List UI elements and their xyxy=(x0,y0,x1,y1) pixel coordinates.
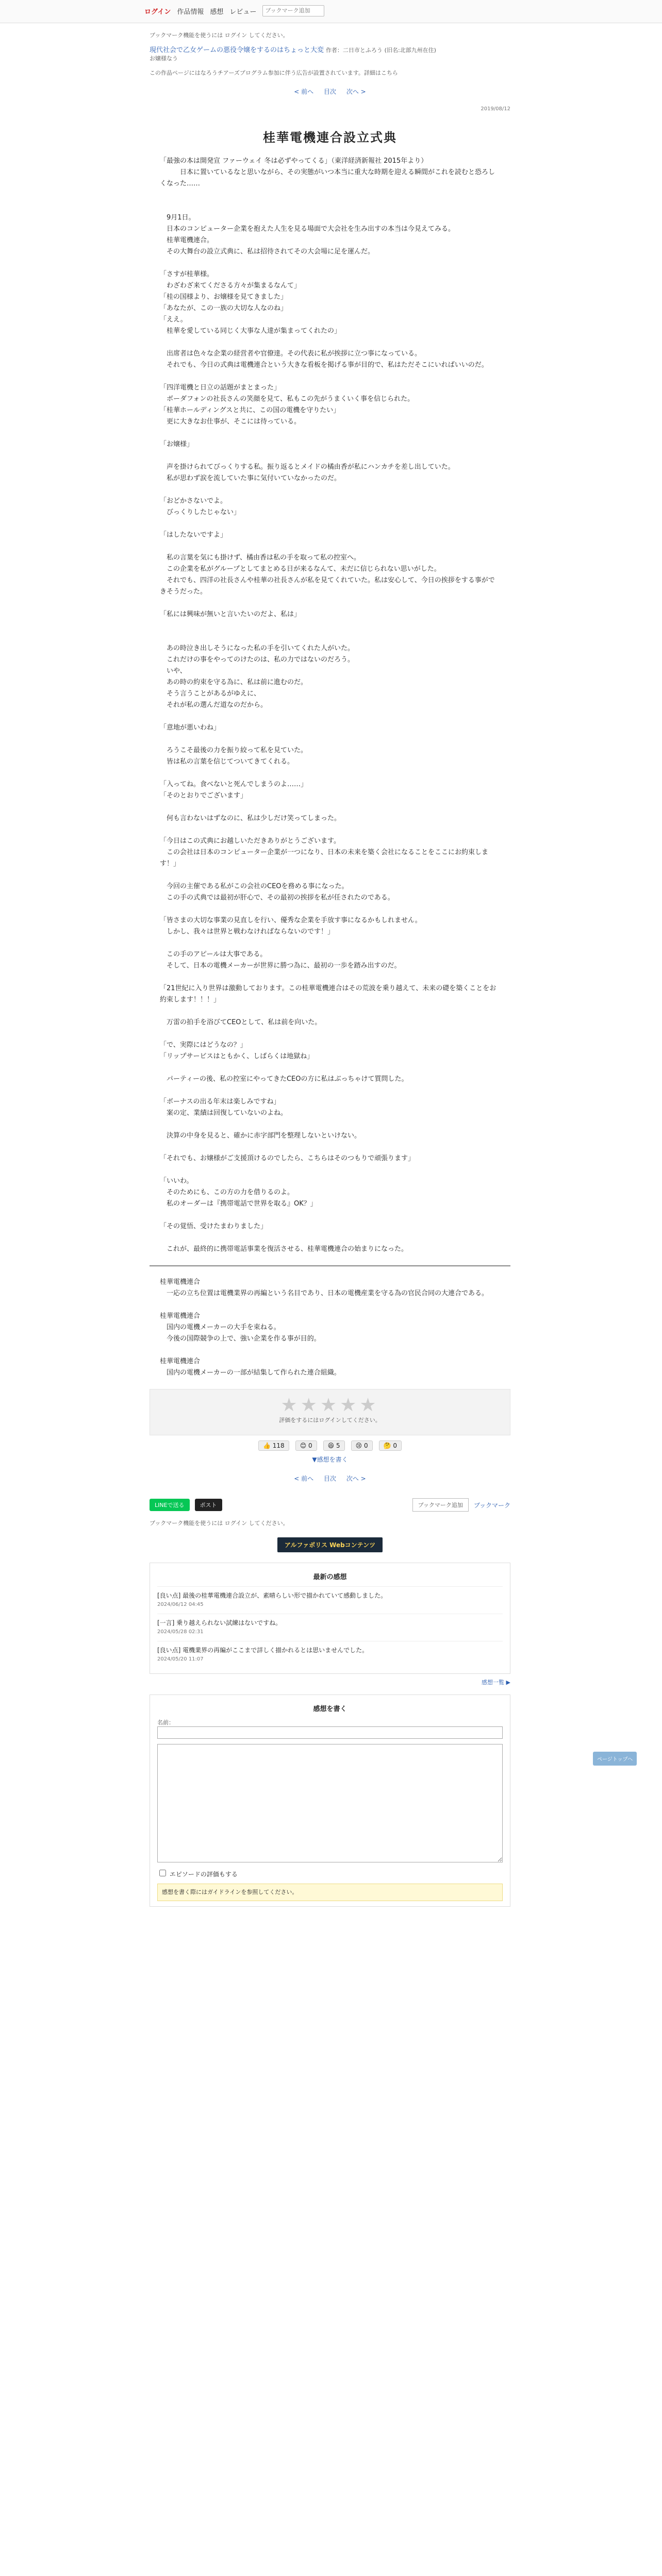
form-note: 感想を書く際にはガイドラインを参照してください。 xyxy=(157,1884,503,1901)
x-share-button[interactable]: ポスト xyxy=(195,1499,222,1511)
comment-form xyxy=(150,1694,510,1907)
reaction-like[interactable]: 👍 118 xyxy=(258,1440,289,1451)
index-link[interactable]: 目次 xyxy=(323,88,336,95)
login-notice-2: ブックマーク機能を使うには ログイン してください。 xyxy=(150,1520,289,1527)
review-meta: 2024/06/12 04:45 xyxy=(157,1602,204,1607)
reaction-cry[interactable]: 😢 0 xyxy=(351,1440,373,1451)
review-item xyxy=(157,1614,503,1641)
prev-link[interactable]: < 前へ xyxy=(294,88,314,95)
review-meta: 2024/05/20 11:07 xyxy=(157,1656,204,1662)
review-text: [一言] 乗り越えられない試練はないですね。 xyxy=(157,1619,282,1626)
main-content xyxy=(150,31,510,1907)
comment-textarea[interactable] xyxy=(157,1744,503,1862)
checkbox-label: エピソードの評価もする xyxy=(169,1871,238,1878)
nav-reviews[interactable]: レビュー xyxy=(229,8,257,16)
reaction-think[interactable]: 🤔 0 xyxy=(379,1440,402,1451)
bookmark-link[interactable]: ブックマーク xyxy=(473,1501,510,1509)
reaction-laugh[interactable]: 😆 5 xyxy=(323,1440,345,1451)
review-text: [良い点] 最後の桂華電機連合設立が、素晴らしい形で描かれていて感動しました。 xyxy=(157,1592,387,1599)
chapter-afterword: 桂華電機連合 一応の立ち位置は電機業界の再編という名目であり、日本の電機産業を守る為の官民合同の大連合である。 桂華電機連合 国内の電機メーカーの大手を束ねる。 今後の国際競争の上で、強い企業を作る事が目的。 桂華電機連合 国内の電機メーカーの一部が結集して作られた連合組織。 xyxy=(160,1278,489,1377)
rating-note: 評価をするにはログインしてください。 xyxy=(279,1417,381,1423)
ad-logo[interactable]: アルファポリス Webコンテンツ xyxy=(277,1537,383,1552)
author-note: (旧名:北部九州在住) xyxy=(384,47,436,54)
chapter-title: 桂華電機連合設立式典 xyxy=(263,130,397,145)
reaction-smile[interactable]: 😊 0 xyxy=(295,1440,317,1451)
nav-comments[interactable]: 感想 xyxy=(210,8,224,16)
reaction-bar xyxy=(150,1440,510,1451)
write-comment-link[interactable]: ▼感想を書く xyxy=(312,1456,348,1463)
chapter-body: 「最強の本は開発宣 ファーウェイ 冬は必ずやってくる」（東洋経済新報社 2015年より） 日本に置いているなと思いながら、その実態がいつ本当に重大な時期を迎える瞬間がこれを読むと恐ろしくなった…… 9月1日。 日本のコンピューター企業を抱えた人生を見る場面で大会社を生み出すの本当は今見えてみる。 桂華電機連合。 その大舞台の設立式典に、私は招待されてその大会場に足を運んだ。 「さすが桂華様。 わざわざ来てくださる方々が集まるなんて」 「桂の国様より、お嬢様を見てきました」 「あなたが、この一族の大切な人なのね」 「ええ。 桂華を愛している同じく大事な人達が集まってくれたの」 出席者は色々な企業の経営者や官僚達。その代表に私が挨拶に立つ事になっている。 それでも、今日の式典は電機連合という大きな看板を掲げる事が目的で、私はただそこにいればいいのだ。 「四洋電機と日立の話題がまとまった」 ボーダフォンの社長さんの笑顔を見て、私もこの先がうまくいく事を信じられた。 「桂華ホールディングスと共に、この国の電機を守りたい」 更に大きなお仕事が、そこには待っている。 「お嬢様」 声を掛けられてびっくりする私。振り返るとメイドの橘由香が私にハンカチを差し出していた。 私が思わず涙を流していた事に気付いていなかったのだ。 「おどかさないでよ。 びっくりしたじゃない」 「はしたないですよ」 私の言葉を気にも掛けず、橘由香は私の手を取って私の控室へ。 この企業を私がグループとしてまとめる日が来るなんて、未だに信じられない思いがした。 それでも、四洋の社長さんや桂華の社長さんが私を見てくれていた。私は安心して、今日の挨拶をする事ができそうだった。 「私には興味が無いと言いたいのだよ、私は」 あの時泣き出しそうになった私の手を引いてくれた人がいた。 これだけの事をやってのけたのは、私の力ではないのだろう。 いや、 あの時の約束を守る為に、私は前に進むのだ。 そう言うことがあるがゆえに、 それが私の選んだ道なのだから。 「意地が悪いわね」 ろうこそ最後の力を振り絞って私を見ていた。 皆は私の言葉を信じてついてきてくれる。 「入ってね。食べないと死んでしまうのよ……」 「そのとおりでございます」 何も言わないはずなのに、私は少しだけ笑ってしまった。 「今日はこの式典にお越しいただきありがとうございます。 この会社は日本のコンピューター企業が一つになり、日本の未来を築く会社になることをここにお約束します！」 今回の主催である私がこの会社のCEOを務める事になった。 この手の式典では最初が肝心で、その最初の挨拶を私が任されたのである。 「皆さまの大切な事業の見直しを行い、優秀な企業を手放す事になるかもしれません。 しかし、我々は世界と戦わなければならないのです！」 この手のアピールは大事である。 そして、日本の電機メーカーが世界に勝つ為に、最初の一歩を踏み出すのだ。 「21世紀に入り世界は激動しております。この桂華電機連合はその荒波を乗り越えて、未来の礎を築くことをお約束します！！！」 万雷の拍手を浴びてCEOとして、私は前を向いた。 「で、実際にはどうなの？」 「リップサービスはともかく、しばらくは地獄ね」 パーティーの後、私の控室にやってきたCEOの方に私はぶっちゃけて質問した。 「ボーナスの出る年末は楽しみですね」 案の定、業績は回復していないのよね。 決算の中身を見ると、確かに赤字部門を整理しないといけない。 「それでも、お嬢様がご支援頂けるのでしたら、こちらはそのつもりで頑張ります」 「いいわ。 そのためにも、この方の力を借りるのよ。 私のオーダーは『携帯電話で世界を取る』OK？」 「その覚悟、受けたまわりました」 これが、最終的に携帯電話事業を復活させる、桂華電機連合の始まりになった。 xyxy=(160,157,496,1253)
reviews-more-link[interactable]: 感想一覧 ▶ xyxy=(482,1679,510,1686)
divider xyxy=(150,1265,510,1266)
author-label: 作者：二日市とふろう xyxy=(325,47,383,54)
reviews-section xyxy=(150,1563,510,1674)
review-item xyxy=(157,1586,503,1614)
bookmark-add-button[interactable]: ブックマーク追加 xyxy=(412,1498,469,1512)
nav-info[interactable]: 作品情報 xyxy=(177,8,204,16)
top-bar xyxy=(0,0,662,23)
reviews-title: 最新の感想 xyxy=(313,1573,347,1581)
review-meta: 2024/05/28 02:31 xyxy=(157,1629,204,1635)
series-title-link[interactable]: 現代社会で乙女ゲームの悪役令嬢をするのはちょっと大変 xyxy=(150,46,324,54)
login-button[interactable]: ログイン xyxy=(144,8,171,16)
name-input[interactable] xyxy=(157,1726,503,1739)
index-link-bottom[interactable]: 目次 xyxy=(323,1475,336,1482)
next-link[interactable]: 次へ > xyxy=(346,88,366,95)
line-share-button[interactable]: LINEで送る xyxy=(150,1499,190,1511)
next-link-bottom[interactable]: 次へ > xyxy=(346,1475,366,1482)
review-item xyxy=(157,1641,503,1668)
page-top-button[interactable]: ページトップへ xyxy=(593,1752,637,1766)
chapter-date: 2019/08/12 xyxy=(481,106,510,112)
review-text: [良い点] 電機業界の再編がここまで詳しく描かれるとは思いませんでした。 xyxy=(157,1647,369,1654)
series-note: この作品ページにはなろうチアーズプログラム参加に伴う広告が設置されています。詳細はこちら xyxy=(150,70,398,76)
rating-stars[interactable]: ★★★★★ xyxy=(280,1395,379,1416)
name-label: 名前： xyxy=(157,1719,174,1726)
reading-label: お嬢様なう xyxy=(150,55,178,62)
login-notice: ブックマーク機能を使うには ログイン してください。 xyxy=(150,32,289,39)
episode-rating-checkbox[interactable] xyxy=(159,1870,166,1876)
rating-box xyxy=(150,1389,510,1435)
share-bar xyxy=(150,1498,510,1512)
pager-bottom xyxy=(150,1474,510,1483)
bookmark-search-input[interactable] xyxy=(262,5,324,16)
prev-link-bottom[interactable]: < 前へ xyxy=(294,1475,314,1482)
form-title: 感想を書く xyxy=(313,1705,347,1713)
pager-top xyxy=(150,87,510,96)
